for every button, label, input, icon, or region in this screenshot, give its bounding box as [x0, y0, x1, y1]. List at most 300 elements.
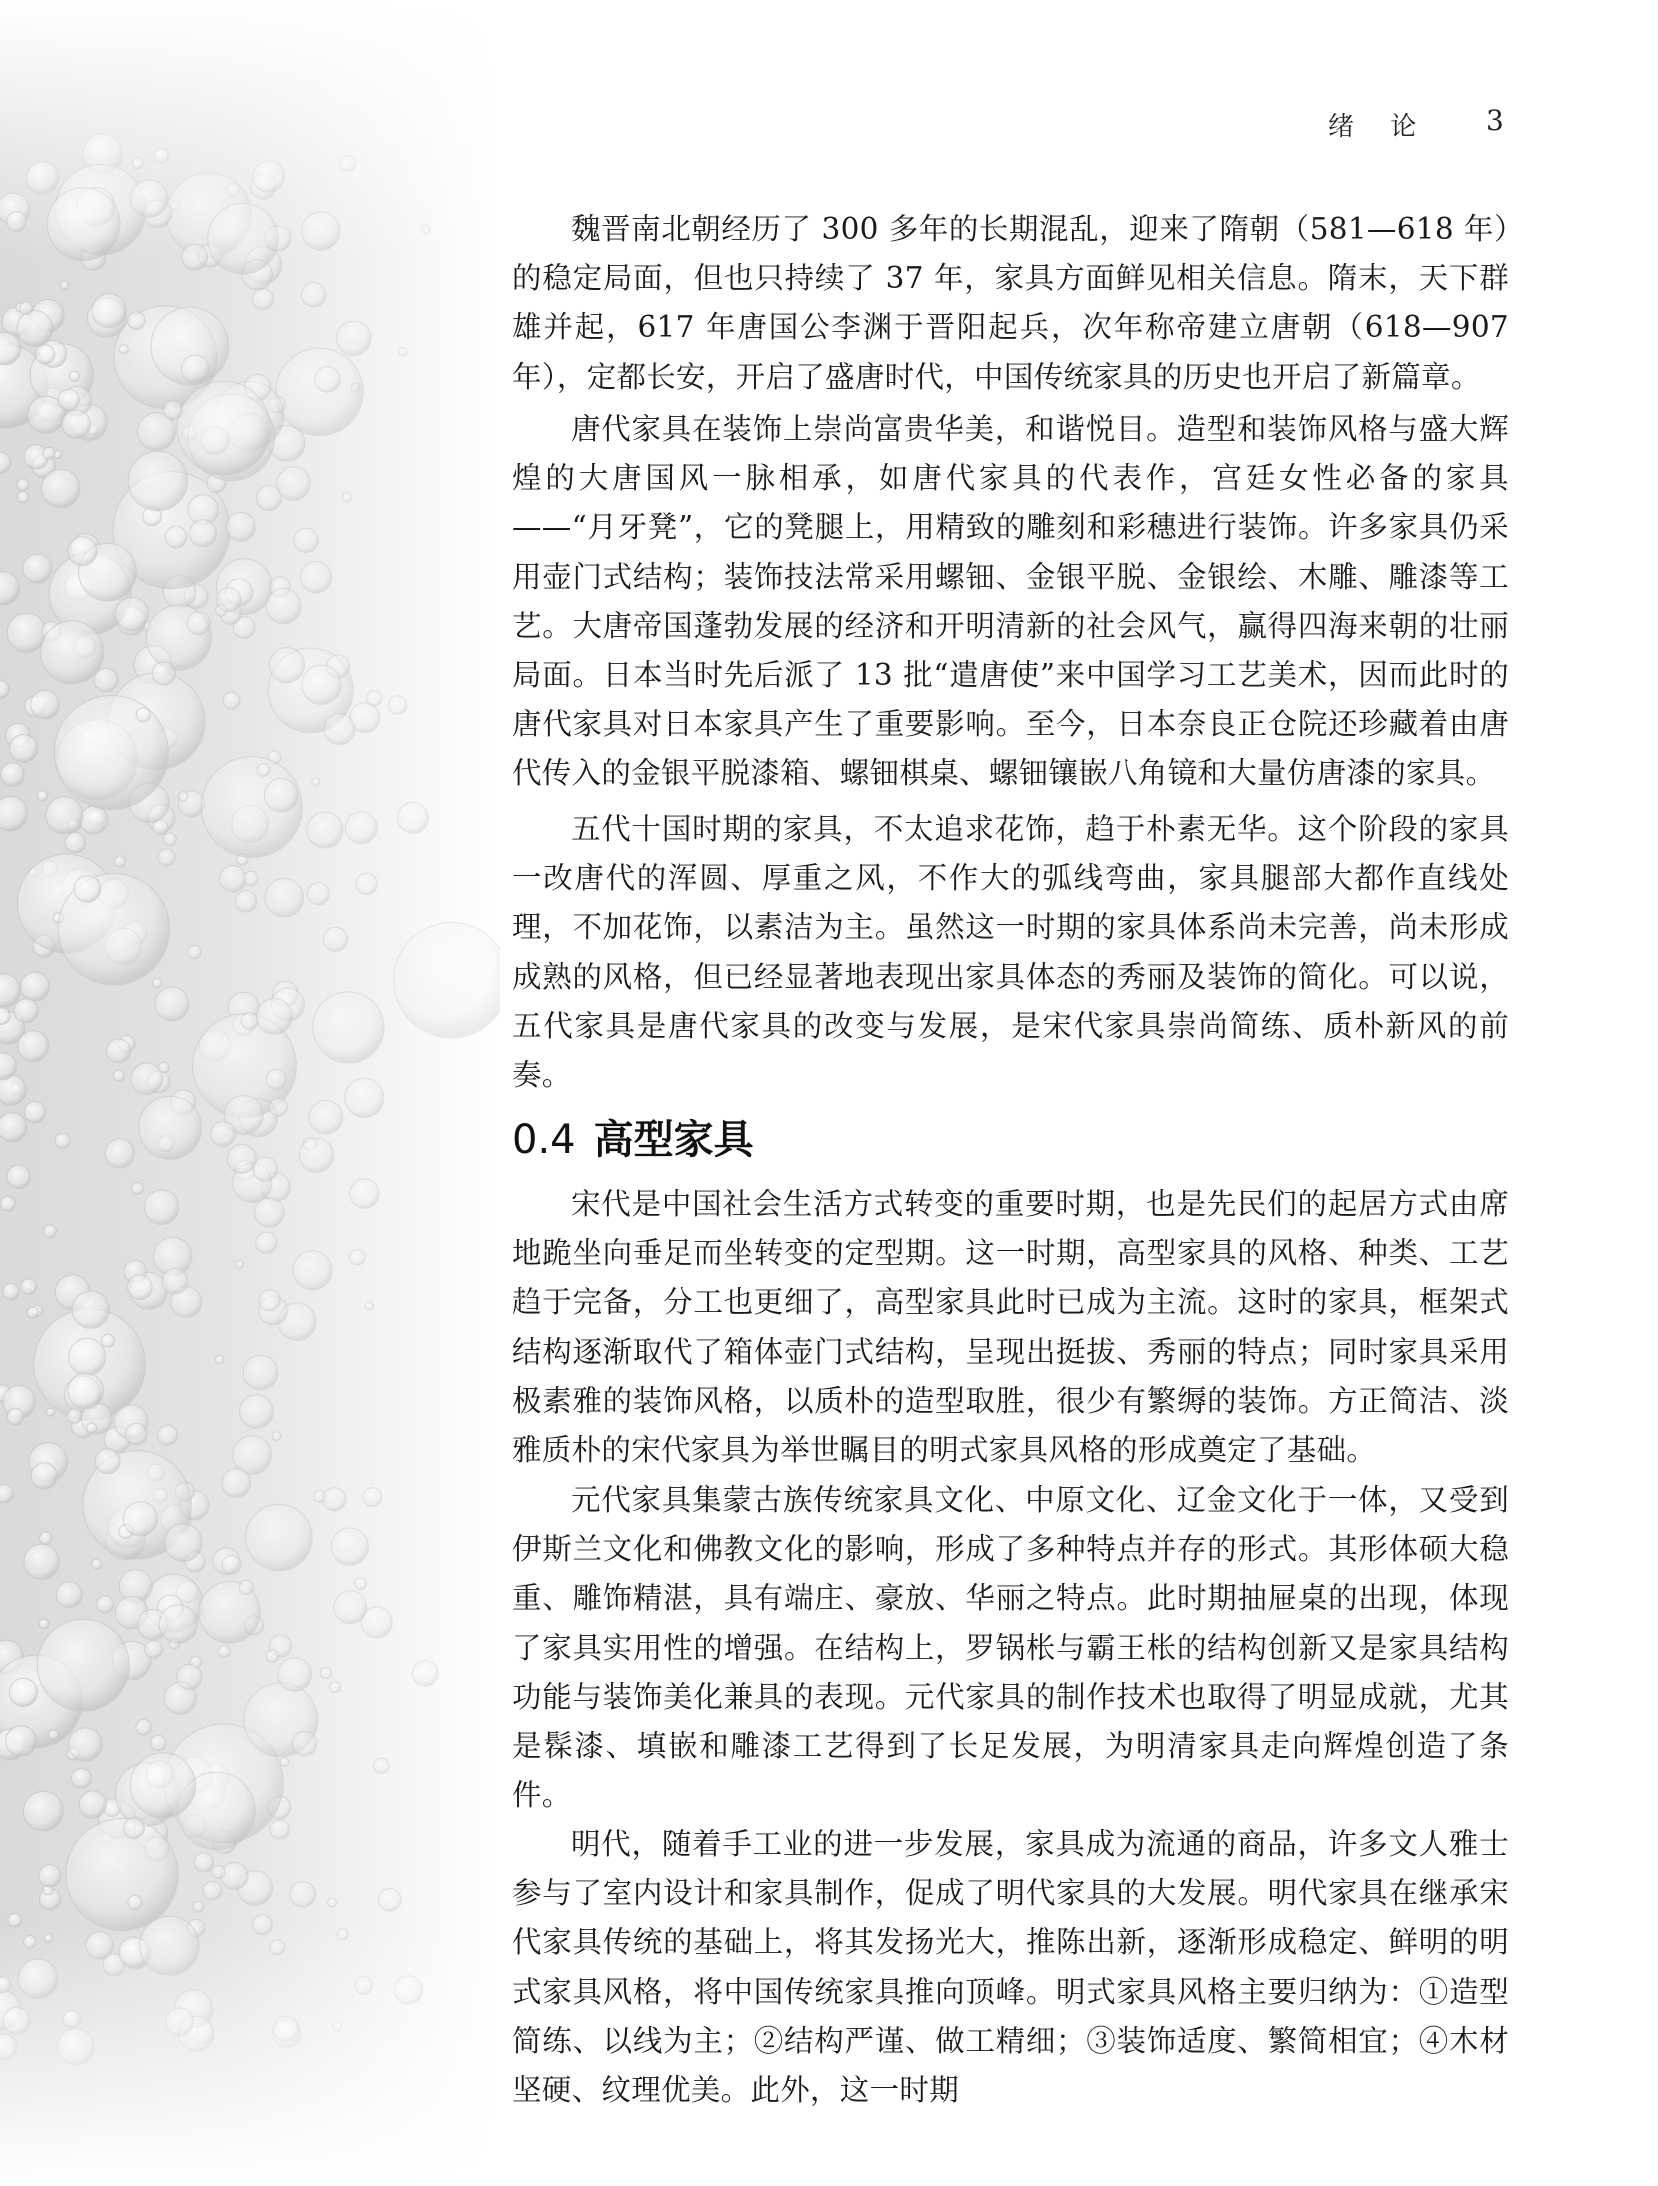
- bubble-decoration: [105, 1139, 134, 1168]
- bubble-decoration: [193, 1014, 297, 1118]
- bubble-decoration: [256, 485, 281, 510]
- bubble-decoration: [184, 585, 208, 609]
- bubble-decoration: [164, 833, 177, 846]
- bubble-decoration: [153, 820, 168, 835]
- bubble-decoration: [108, 673, 205, 770]
- bubble-decoration: [67, 1409, 82, 1424]
- bubble-decoration: [253, 1915, 273, 1935]
- bubble-decoration: [49, 553, 131, 635]
- bubble-decoration: [136, 1720, 152, 1736]
- bubble-decoration: [114, 1405, 148, 1439]
- bubble-decoration: [180, 1491, 209, 1520]
- bubble-decoration: [199, 244, 222, 267]
- bubble-decoration: [128, 1275, 153, 1300]
- bubble-decoration: [176, 1581, 198, 1603]
- bubble-decoration: [320, 1667, 331, 1678]
- bubble-decoration: [350, 1250, 365, 1265]
- bubble-decoration: [32, 454, 56, 478]
- bubble-decoration: [330, 1682, 341, 1693]
- paragraph: 魏晋南北朝经历了 300 多年的长期混乱，迎来了隋朝（581—618 年）的稳定局面，但也只持续了 37 年，家具方面鲜见相关信息。隋末，天下群雄并起，617 年唐国公李渊于晋阳起兵，次年称帝建立唐朝（618—907 年），定都长安，开启了盛唐时代，中国传统家具的历史也开启了新篇章。: [512, 212, 1509, 394]
- bubble-decoration: [132, 158, 143, 169]
- bubble-decoration: [58, 389, 79, 410]
- bubble-decoration: [115, 1597, 147, 1629]
- bubble-decoration: [244, 871, 258, 885]
- bubble-decoration: [304, 1138, 317, 1151]
- bubble-decoration: [23, 1791, 63, 1831]
- bubble-decoration: [158, 1425, 178, 1445]
- bubble-decoration: [114, 306, 217, 409]
- bubble-decoration: [365, 1302, 373, 1310]
- bubble-decoration: [361, 1607, 392, 1638]
- bubble-decoration: [193, 1901, 204, 1912]
- bubble-decoration: [17, 479, 29, 491]
- bubble-decoration: [24, 1544, 59, 1579]
- bubble-decoration: [0, 572, 19, 605]
- bubble-decoration: [185, 2025, 198, 2038]
- bubble-decoration: [0, 452, 11, 473]
- bubble-decoration: [266, 226, 291, 251]
- bubble-decoration: [0, 1053, 16, 1080]
- bubble-decoration: [155, 987, 189, 1021]
- bubble-decoration: [145, 1641, 163, 1659]
- bubble-decoration: [169, 1638, 180, 1649]
- bubble-decoration: [17, 311, 53, 347]
- bubble-decoration: [103, 1799, 121, 1817]
- bubble-decoration: [278, 1658, 312, 1692]
- bubble-decoration: [154, 1488, 168, 1502]
- bubble-decoration: [115, 598, 148, 631]
- bubble-decoration: [355, 1977, 373, 1995]
- bubble-decoration: [151, 1735, 167, 1751]
- bubble-decoration: [297, 1732, 306, 1741]
- bubble-decoration: [21, 1279, 37, 1295]
- bubble-decoration: [242, 260, 273, 291]
- bubble-decoration: [244, 1616, 263, 1635]
- paragraph: 唐代家具在装饰上崇尚富贵华美，和谐悦目。造型和装饰风格与盛大辉煌的大唐国风一脉相承，如唐代家具的代表作，宫廷女性必备的家具——“月牙凳”，它的凳腿上，用精致的雕刻和彩穗进行装饰。许多家具仍采用壶门式结构；装饰技法常采用螺钿、金银平脱、金银绘、木雕、雕漆等工艺。大唐帝国蓬勃发展的经济和开明清新的社会风气，赢得四海来朝的壮丽局面。日本当时先后派了 13 批“遣唐使”来中国学习工艺美术，因而此时的唐代家具对日本家具产生了重要影响。至今，日本奈良正仓院还珍藏着由唐代传入的金银平脱漆箱、螺钿棋桌、螺钿镶嵌八角镜和大量仿唐漆的家具。: [512, 412, 1509, 791]
- bubble-decoration: [106, 1039, 130, 1063]
- bubble-decoration: [124, 1818, 145, 1839]
- bubble-decoration: [130, 1272, 167, 1309]
- bubble-decoration: [216, 559, 272, 615]
- bubble-decoration: [28, 396, 65, 433]
- bubble-decoration: [9, 1678, 37, 1706]
- bubble-decoration: [159, 1605, 197, 1643]
- bubble-decoration: [29, 1443, 68, 1482]
- bubble-decoration: [345, 1078, 384, 1117]
- bubble-decoration: [124, 1260, 146, 1282]
- bubble-decoration: [269, 396, 286, 413]
- bubble-decoration: [269, 426, 305, 462]
- bubble-decoration: [26, 162, 58, 194]
- bubble-decoration: [55, 1275, 90, 1310]
- bubble-decoration: [0, 974, 20, 1007]
- bubble-decoration: [29, 868, 37, 876]
- bubble-decoration: [79, 1791, 106, 1818]
- bubble-decoration: [35, 388, 69, 422]
- bubble-decoration: [56, 1582, 82, 1608]
- bubble-decoration: [62, 868, 100, 906]
- bubble-decoration: [314, 1490, 326, 1502]
- bubble-decoration: [0, 1385, 11, 1402]
- bubble-decoration: [389, 696, 407, 714]
- bubble-decoration: [0, 1729, 25, 1760]
- bubble-decoration: [79, 543, 137, 601]
- bubble-decoration: [97, 1596, 114, 1613]
- bubble-decoration: [14, 999, 38, 1023]
- bubble-decoration: [166, 2008, 194, 2036]
- bubble-decoration: [87, 424, 98, 435]
- bubble-decoration: [112, 1641, 151, 1680]
- bubble-decoration: [24, 1936, 37, 1949]
- bubble-decoration: [294, 528, 318, 552]
- bubble-decoration: [378, 1888, 401, 1911]
- bubble-decoration: [63, 2011, 80, 2028]
- bubble-decoration: [165, 1524, 203, 1562]
- page-number: 3: [1486, 104, 1504, 137]
- bubble-decoration: [0, 1485, 13, 1503]
- bubble-decoration: [178, 792, 188, 802]
- bubble-decoration: [327, 655, 350, 678]
- bubble-decoration: [216, 605, 227, 616]
- bubble-decoration: [216, 381, 284, 449]
- bubble-decoration: [174, 1990, 212, 2028]
- bubble-decoration: [25, 696, 46, 717]
- bubble-decoration: [65, 833, 85, 853]
- bubble-decoration: [272, 1432, 281, 1441]
- bubble-decoration: [270, 1820, 289, 1839]
- bubble-decoration: [6, 1726, 37, 1757]
- bubble-decoration: [143, 622, 152, 631]
- bubble-decoration: [350, 1179, 379, 1208]
- bubble-decoration: [164, 1682, 196, 1714]
- bubble-decoration: [270, 648, 305, 683]
- bubble-decoration: [17, 854, 116, 953]
- bubble-decoration: [104, 1427, 130, 1453]
- bubble-decoration: [350, 703, 380, 733]
- bubble-decoration: [188, 945, 202, 959]
- bubble-decoration: [0, 2034, 17, 2060]
- bubble-decoration: [188, 394, 275, 481]
- bubble-decoration: [337, 321, 371, 355]
- bubble-decoration: [233, 1014, 254, 1035]
- bubble-decoration: [222, 1469, 251, 1498]
- bubble-decoration: [106, 1521, 145, 1560]
- bubble-decoration: [71, 404, 107, 440]
- bubble-decoration: [236, 1260, 244, 1268]
- bubble-decoration: [68, 820, 80, 832]
- bubble-decoration: [163, 576, 196, 609]
- bubble-decoration: [31, 1463, 57, 1489]
- bubble-decoration: [44, 1934, 52, 1942]
- bubble-decoration: [266, 1069, 286, 1089]
- bubble-decoration: [163, 401, 182, 420]
- bubble-decoration: [182, 426, 196, 440]
- bubble-decoration: [3, 1386, 36, 1419]
- bubble-decoration: [235, 1161, 255, 1181]
- bubble-decoration: [87, 298, 126, 337]
- bubble-decoration: [227, 184, 240, 197]
- bubble-decoration: [3, 1283, 19, 1299]
- bubble-decoration: [302, 665, 341, 704]
- bubble-decoration: [178, 1772, 256, 1850]
- bubble-decoration: [215, 1355, 224, 1364]
- bubble-decoration: [175, 1482, 194, 1501]
- bubble-decoration: [41, 621, 104, 684]
- bubble-decoration: [114, 856, 125, 867]
- bubble-decoration: [0, 1113, 27, 1142]
- bubble-decoration: [313, 992, 384, 1063]
- bubble-decoration: [187, 1919, 205, 1937]
- bubble-decoration: [268, 751, 281, 764]
- bubble-decoration: [263, 422, 273, 432]
- bubble-decoration: [3, 2007, 30, 2034]
- bubble-decoration: [177, 381, 271, 475]
- bubble-decoration: [46, 1408, 54, 1416]
- bubble-decoration: [53, 913, 63, 923]
- bubble-decoration: [7, 212, 27, 232]
- bubble-decoration: [47, 188, 120, 261]
- bubble-decoration: [32, 1305, 43, 1316]
- bubble-decoration: [54, 450, 62, 458]
- bubble-decoration: [340, 156, 356, 172]
- bubble-decoration: [270, 1940, 285, 1955]
- bubble-decoration: [1, 1196, 16, 1211]
- bubble-decoration: [119, 345, 128, 354]
- bubble-decoration: [32, 299, 64, 331]
- bubble-decoration: [251, 174, 276, 199]
- bubble-decoration: [148, 1071, 170, 1093]
- bubble-decoration: [136, 708, 150, 722]
- bubble-decoration: [268, 648, 353, 733]
- bubble-decoration: [95, 1449, 120, 1474]
- bubble-decoration: [49, 1730, 59, 1740]
- bubble-decoration: [80, 806, 108, 834]
- bubble-decoration: [132, 1183, 144, 1195]
- bubble-decoration: [399, 347, 407, 355]
- bubble-decoration: [0, 1012, 25, 1044]
- bubble-decoration: [243, 1355, 278, 1390]
- bubble-decoration: [221, 1863, 248, 1890]
- bubble-decoration: [77, 188, 115, 226]
- bubble-decoration: [213, 1831, 236, 1854]
- bubble-decoration: [92, 294, 126, 328]
- bubble-decoration: [171, 201, 180, 210]
- bubble-decoration: [235, 891, 256, 912]
- bubble-decoration: [413, 1661, 439, 1687]
- bubble-decoration: [266, 589, 301, 624]
- bubble-decoration: [123, 1502, 157, 1536]
- bubble-decoration: [128, 312, 145, 329]
- bubble-decoration: [253, 289, 274, 310]
- bubble-decoration: [143, 507, 162, 526]
- bubble-decoration: [65, 1376, 101, 1412]
- bubble-decoration: [152, 978, 161, 987]
- bubble-decoration: [151, 307, 229, 385]
- bubble-decoration: [99, 1801, 136, 1838]
- bubble-decoration: [83, 1451, 191, 1559]
- bubble-decoration: [37, 1619, 129, 1711]
- bubble-decoration: [108, 1508, 147, 1547]
- bubble-decoration: [158, 849, 175, 866]
- bubble-decoration: [262, 1173, 290, 1201]
- bubble-decoration: [86, 1423, 96, 1433]
- bubble-decoration: [309, 1100, 343, 1134]
- bubble-decoration: [46, 797, 83, 834]
- bubble-decoration: [201, 757, 302, 858]
- bubble-decoration: [126, 1423, 147, 1444]
- bubble-decoration: [233, 1436, 272, 1475]
- bubble-decoration: [24, 1102, 45, 1123]
- bubble-decoration: [177, 1664, 202, 1689]
- bubble-decoration: [101, 1334, 114, 1347]
- bubble-decoration: [92, 1559, 102, 1569]
- bubble-decoration: [23, 554, 52, 583]
- bubble-decoration: [54, 696, 168, 810]
- bubble-decoration: [264, 779, 297, 812]
- bubble-decoration: [0, 797, 28, 831]
- paragraph: 宋代是中国社会生活方式转变的重要时期，也是先民们的起居方式由席地跪坐向垂足而坐转变的定型期。这一时期，高型家具的风格、种类、工艺趋于完备，分工也更细了，高型家具此时已成为主流。这时的家具，框架式结构逐渐取代了箱体壶门式结构，呈现出挺拔、秀丽的特点；同时家具采用极素雅的装饰风格，以质朴的造型取胜，很少有繁缛的装饰。方正简洁、淡雅质朴的宋代家具为举世瞩目的明式家具风格的形成奠定了基础。: [512, 1187, 1509, 1468]
- bubble-decoration: [394, 922, 500, 1037]
- bubble-decoration: [33, 935, 55, 957]
- bubble-decoration: [324, 714, 355, 745]
- bubble-decoration: [237, 854, 249, 866]
- bubble-decoration: [268, 1796, 291, 1819]
- bubble-decoration: [199, 1582, 260, 1643]
- bubble-decoration: [367, 691, 382, 706]
- bubble-decoration: [81, 246, 106, 271]
- bubble-decoration: [57, 720, 137, 800]
- paragraph: 五代十国时期的家具，不太追求花饰，趋于朴素无华。这个阶段的家具一改唐代的浑圆、厚重之风，不作大的弧线弯曲，家具腿部大都作直线处理，不加花饰，以素洁为主。虽然这一时期的家具体系尚未完善，尚未形成成熟的风格，但已经显著地表现出家具体态的秀丽及装饰的简化。可以说，五代家具是唐代家具的改变与发展，是宋代家具崇尚简练、质朴新风的前奏。: [512, 812, 1509, 1093]
- bubble-decoration: [228, 992, 259, 1023]
- bubble-decoration: [182, 244, 208, 270]
- bubble-decoration: [43, 1885, 53, 1895]
- bubble-decoration: [356, 873, 377, 894]
- bubble-decoration: [17, 492, 28, 503]
- bubble-decoration: [145, 1574, 203, 1632]
- bubble-decoration: [191, 2021, 214, 2044]
- bubble-decoration: [328, 1898, 337, 1907]
- bubble-decoration: [154, 1237, 192, 1275]
- bubble-decoration: [187, 612, 210, 635]
- bubble-decoration: [65, 573, 92, 600]
- bubble-decoration: [394, 1976, 422, 2004]
- bubble-decoration: [0, 1655, 82, 1748]
- bubble-decoration: [179, 2016, 214, 2051]
- bubble-decoration: [69, 371, 79, 381]
- bubble-decoration: [120, 1938, 151, 1969]
- bubble-decoration: [152, 662, 175, 685]
- bubble-decoration: [240, 1099, 278, 1137]
- bubble-decoration: [2, 307, 31, 336]
- bubble-decoration: [42, 861, 58, 877]
- bubble-decoration: [227, 1144, 256, 1173]
- bubble-decoration: [190, 520, 217, 547]
- bubble-decoration: [363, 1488, 382, 1507]
- bubble-decoration: [269, 1098, 287, 1116]
- bubble-decoration: [181, 355, 209, 383]
- bubble-decoration: [266, 1650, 279, 1663]
- bubble-decoration: [1, 763, 24, 786]
- bubble-decoration: [72, 1768, 92, 1788]
- bubble-decoration: [259, 1296, 288, 1325]
- bubble-decoration: [422, 225, 431, 234]
- bubble-decoration: [213, 1548, 240, 1575]
- bubble-decoration: [154, 149, 168, 163]
- bubble-decoration: [220, 865, 246, 891]
- bubble-decoration: [334, 1591, 367, 1624]
- bubble-decoration: [203, 1881, 222, 1900]
- bubble-decoration: [117, 607, 145, 635]
- bubble-decoration: [218, 1645, 230, 1657]
- bubble-decoration: [134, 646, 172, 684]
- bubble-decoration: [0, 1008, 10, 1025]
- bubble-decoration: [265, 879, 304, 918]
- bubble-decoration: [71, 534, 99, 562]
- bubble-decoration: [257, 764, 270, 777]
- bubble-decoration: [239, 1580, 253, 1594]
- bubble-decoration: [116, 1763, 180, 1827]
- bubble-decoration: [159, 1062, 169, 1072]
- section-title: 高型家具: [593, 1117, 754, 1163]
- bubble-decoration: [34, 1309, 146, 1421]
- bubble-decoration: [139, 1096, 202, 1159]
- bubble-decoration: [207, 474, 226, 493]
- bubble-decoration: [293, 1251, 332, 1290]
- bubble-decoration: [41, 469, 80, 508]
- bubble-decoration: [131, 180, 168, 217]
- bubble-decoration: [140, 1916, 199, 1975]
- bubble-decoration: [146, 1761, 173, 1788]
- bubble-decoration: [62, 387, 91, 416]
- bubble-decoration: [68, 537, 97, 566]
- bubble-decoration: [233, 1163, 272, 1202]
- bubble-decoration: [135, 1819, 156, 1840]
- bubble-decoration: [66, 1819, 178, 1931]
- bubble-decoration: [86, 1932, 113, 1959]
- bubble-decoration: [39, 1619, 49, 1629]
- bubble-decoration: [223, 692, 240, 709]
- bubble-decoration: [146, 605, 211, 670]
- bubble-decoration: [42, 622, 61, 641]
- bubble-decoration: [208, 204, 279, 275]
- bubble-decoration: [245, 374, 271, 400]
- bubble-decoration: [113, 1070, 124, 1081]
- bubble-decoration: [16, 303, 25, 312]
- bubble-decoration: [240, 1395, 274, 1429]
- bubble-decoration: [55, 1133, 70, 1148]
- bubble-decoration: [119, 1937, 149, 1967]
- bubble-decoration: [144, 1190, 178, 1224]
- bubble-decoration: [7, 1165, 30, 1188]
- bubble-decoration: [72, 1416, 94, 1438]
- bubble-decoration: [60, 281, 68, 289]
- bubble-decoration: [68, 1373, 104, 1409]
- bubble-decoration: [269, 1635, 291, 1657]
- bubble-decoration: [179, 791, 205, 817]
- bubble-decoration: [222, 1555, 241, 1574]
- bubble-decoration: [0, 680, 9, 698]
- bubble-decoration: [342, 493, 351, 502]
- bubble-decoration: [31, 690, 60, 719]
- bubble-decoration: [0, 1640, 23, 1674]
- bubble-decoration: [259, 1290, 280, 1311]
- bubble-decoration: [81, 1403, 112, 1434]
- bubble-decoration: [0, 1991, 21, 2030]
- bubble-decoration: [82, 730, 97, 745]
- bubble-decoration: [43, 447, 55, 459]
- bubble-decoration: [106, 928, 142, 964]
- bubble-decoration: [135, 1817, 168, 1850]
